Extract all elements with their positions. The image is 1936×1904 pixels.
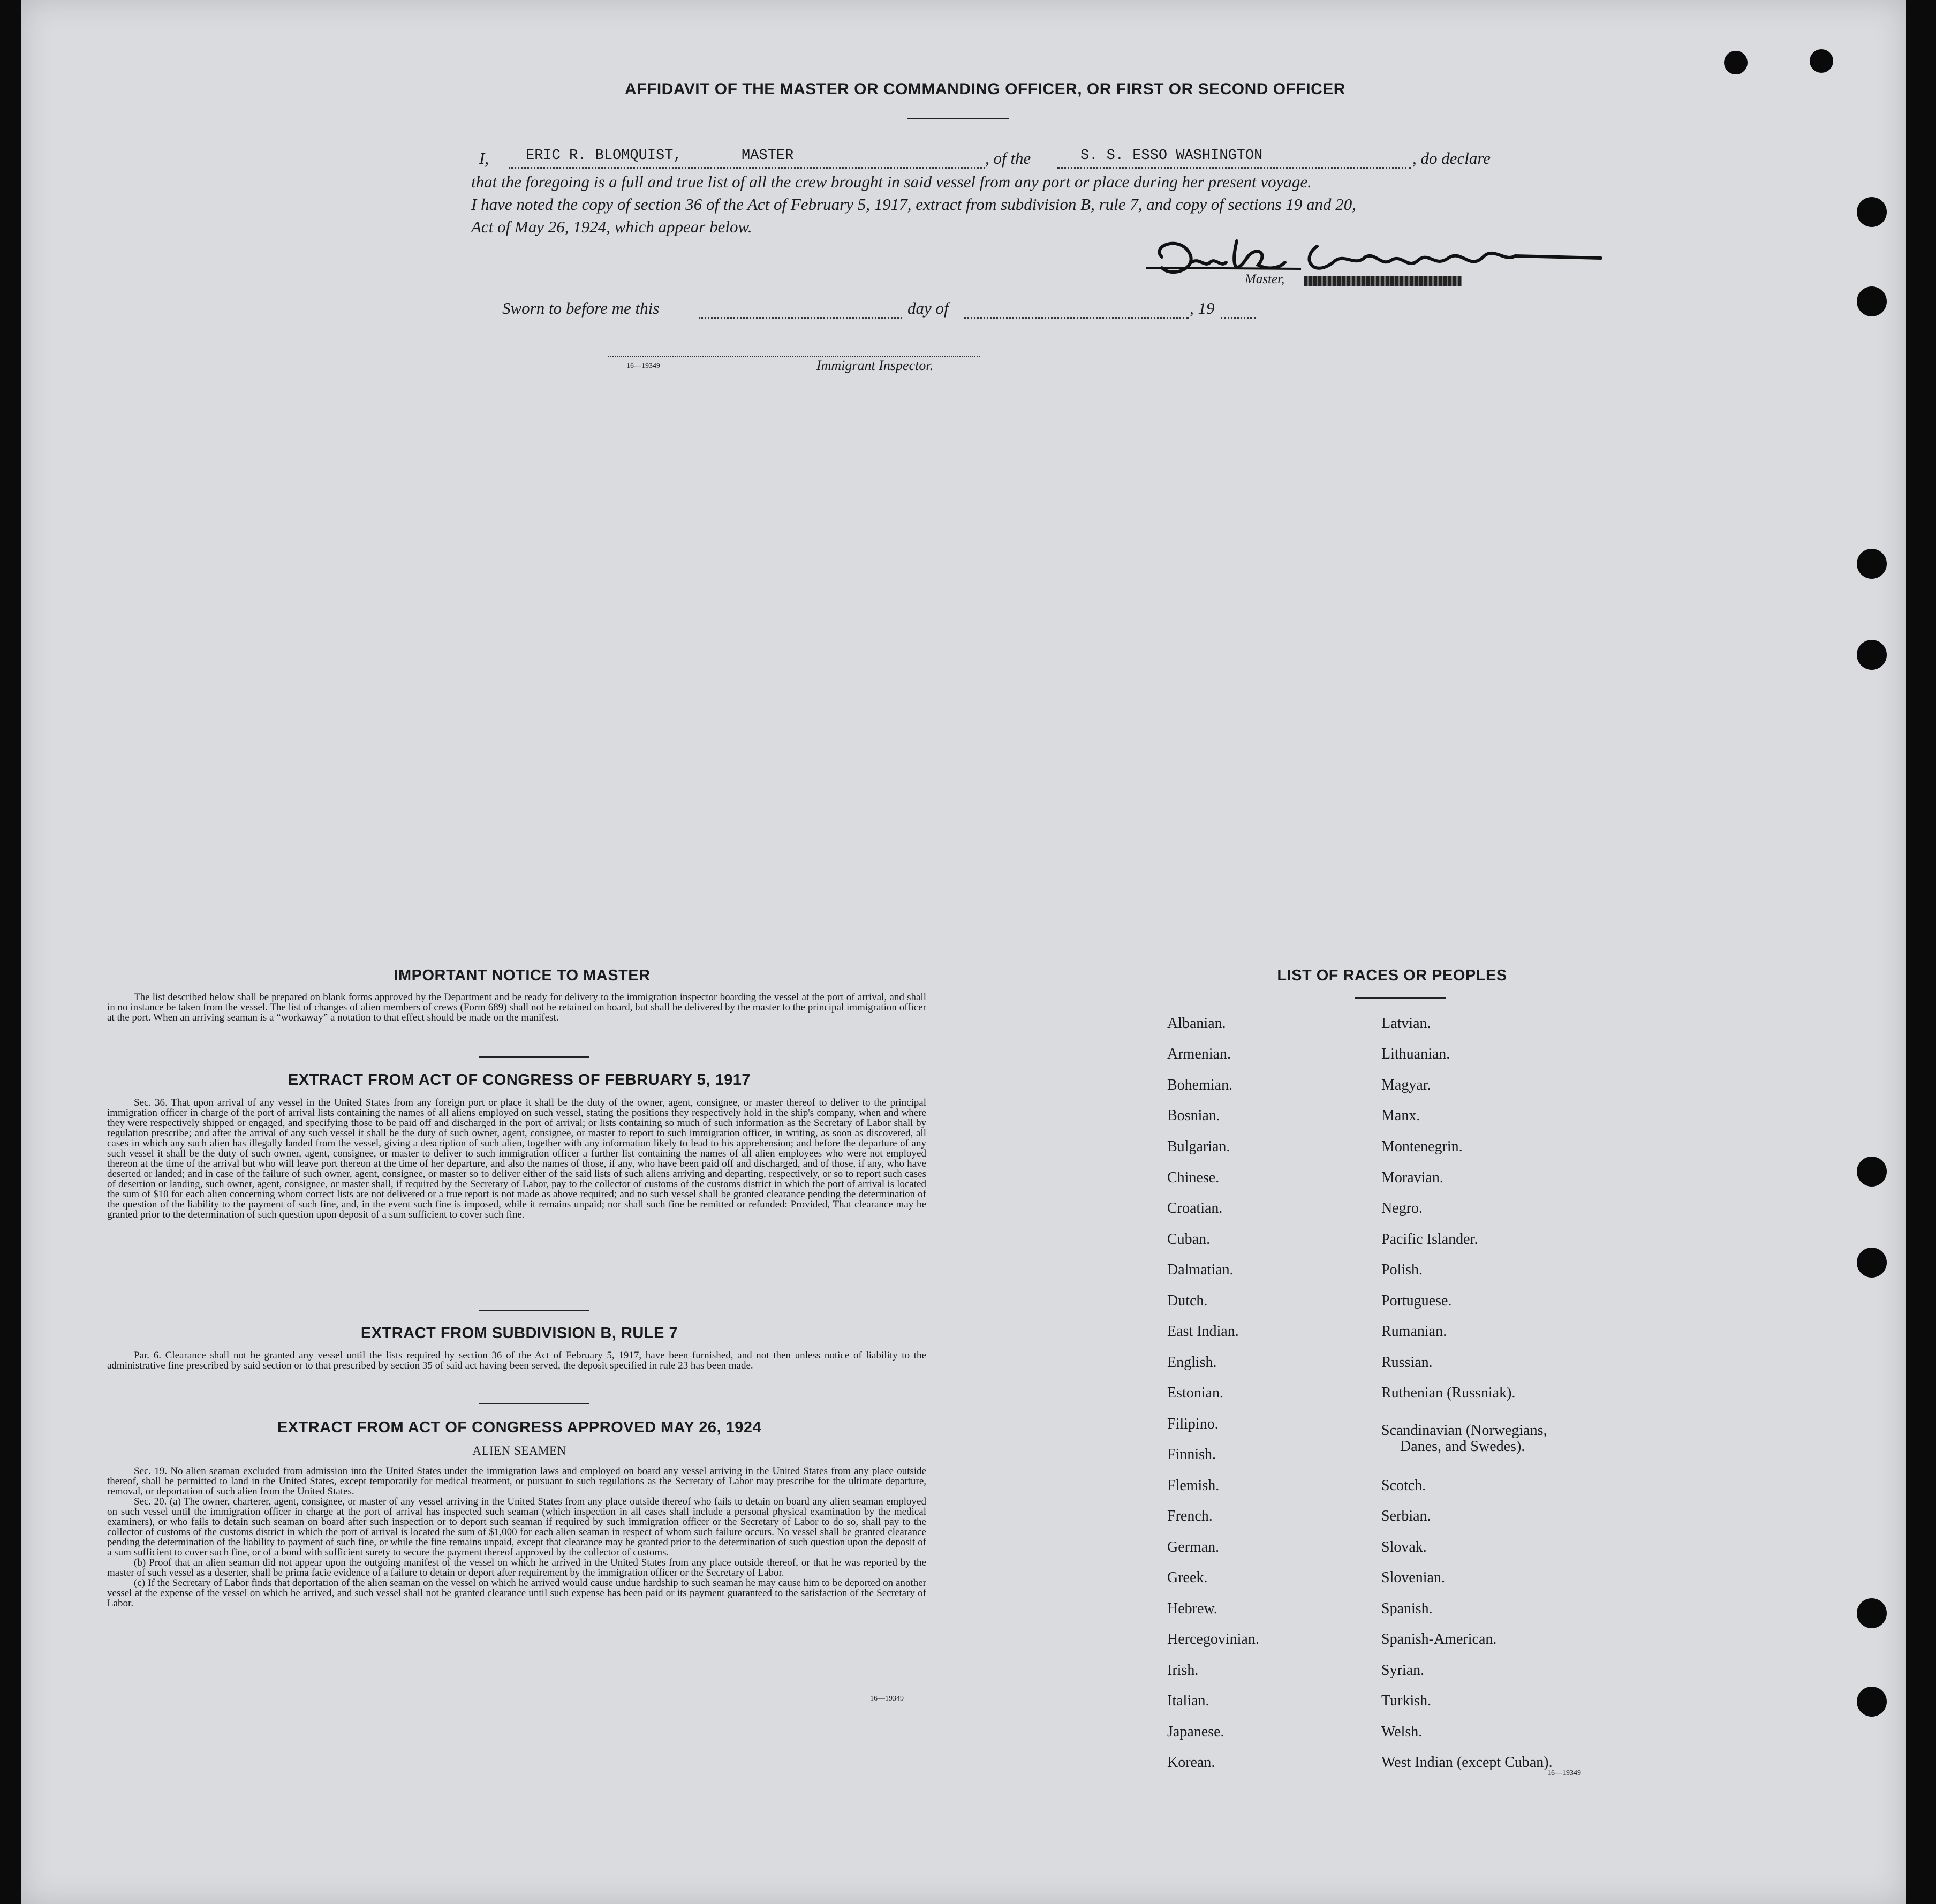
sworn-month-line (964, 317, 1189, 319)
notice-title: IMPORTANT NOTICE TO MASTER (394, 967, 651, 984)
master-name-value: ERIC R. BLOMQUIST, (526, 148, 682, 164)
punch-hole (1857, 1157, 1887, 1187)
vessel-name-value: S. S. ESSO WASHINGTON (1080, 148, 1263, 164)
race-item: Dutch. (1167, 1293, 1208, 1309)
race-item: Dalmatian. (1167, 1261, 1234, 1278)
punch-hole (1857, 549, 1887, 579)
race-item: Moravian. (1381, 1169, 1443, 1186)
races-divider (1355, 997, 1446, 999)
race-item: Rumanian. (1381, 1323, 1447, 1340)
race-item: Slovak. (1381, 1539, 1427, 1555)
do-declare-label: , do declare (1412, 149, 1491, 168)
race-item: Magyar. (1381, 1077, 1431, 1093)
form-number: 16—19349 (626, 362, 660, 370)
race-item: Bulgarian. (1167, 1138, 1230, 1155)
race-item: Cuban. (1167, 1231, 1211, 1248)
race-item: Serbian. (1381, 1508, 1431, 1524)
punch-hole (1810, 49, 1833, 73)
race-item: Hebrew. (1167, 1600, 1217, 1617)
punch-hole (1857, 1598, 1887, 1628)
race-item: East Indian. (1167, 1323, 1239, 1340)
race-item: Manx. (1381, 1107, 1420, 1124)
race-item: Chinese. (1167, 1169, 1220, 1186)
race-item: Spanish-American. (1381, 1631, 1497, 1648)
punch-hole (1724, 51, 1748, 74)
race-item: Flemish. (1167, 1477, 1220, 1494)
race-item: West Indian (except Cuban). (1381, 1754, 1553, 1771)
notice-form-number: 16—19349 (870, 1695, 904, 1703)
race-item: Russian. (1381, 1354, 1433, 1371)
punch-hole (1857, 286, 1887, 316)
vessel-field-line (1057, 167, 1411, 169)
race-item: Hercegovinian. (1167, 1631, 1259, 1648)
inspector-label: Immigrant Inspector. (816, 358, 934, 373)
year-label: , 19 (1190, 299, 1215, 318)
affidavit-title: AFFIDAVIT OF THE MASTER OR COMMANDING OFFICER, OR FIRST OR SECOND OFFICER (625, 80, 1345, 98)
name-field-line (509, 167, 985, 169)
race-item: Welsh. (1381, 1724, 1423, 1740)
sworn-day-line (699, 317, 902, 319)
divider (479, 1056, 589, 1058)
form-page (21, 0, 1906, 1904)
race-item: Danes, and Swedes). (1400, 1438, 1525, 1455)
race-item: Estonian. (1167, 1385, 1223, 1401)
race-item: Latvian. (1381, 1015, 1431, 1032)
punch-hole (1857, 197, 1887, 227)
extract-1917-body: Sec. 36. That upon arrival of any vessel in the United States from any foreign port or place it shall be the duty of the owner, agent, consignee, or master thereof to deliver to the principal immigration officer in charge of the port of arrival lists containing the names of all aliens employed on such vessel, stating the positions they respectively hold in the ship's company, when and where they were respectively shipped or engaged, and specifying those to be paid off and discharged in the port of arrival; or lists containing so much of such information as the Secretary of Labor shall by regulation prescribe; and after the arrival of any such vessel it shall be the duty of such owner, agent, consignee, or master to report to such immigration officer, in writing, as soon as discovered, all cases in which any such alien has illegally landed from the vessel, giving a description of such alien, together with any information likely to lead to his apprehension; and before the departure of any such vessel it shall be the duty of such owner, agent, consignee, or master to deliver to such immigration officer a further list containing the names of all alien employees who were not employed thereon at the time of the arrival but who will leave port thereon at the time of her departure, and also the names of those, if any, who have been paid off and discharged, and of those, if any, who have deserted or landed; and in case of the failure of such owner, agent, consignee, or master so to deliver either of the said lists of such aliens arriving and departing, respectively, or so to report such cases of desertion or landing, such owner, agent, consignee, or master shall, if required by the Secretary of Labor, pay to the collector of customs of the customs district in which the port of arrival is located the sum of $10 for each alien concerning whom correct lists are not delivered or a true report is not made as above required; and no such vessel shall be granted clearance pending the determination of the question of the liability to the payment of such fine, and, in the event such fine is imposed, while it remains unpaid; nor shall such fine be remitted or refunded: Provided, That clearance may be granted prior to the determination of such question upon deposit of a sum sufficient to cover such fine. (107, 1097, 926, 1220)
race-item: Scotch. (1381, 1477, 1426, 1494)
day-of-label: day of (908, 299, 949, 318)
race-item: Spanish. (1381, 1600, 1433, 1617)
race-item: Greek. (1167, 1569, 1208, 1586)
races-form-number: 16—19349 (1547, 1769, 1581, 1777)
race-item: Turkish. (1381, 1693, 1432, 1709)
race-item: Pacific Islander. (1381, 1231, 1478, 1248)
extract-1917-title: EXTRACT FROM ACT OF CONGRESS OF FEBRUARY 5, 1917 (288, 1071, 751, 1089)
divider (479, 1310, 589, 1311)
race-item: Slovenian. (1381, 1569, 1445, 1586)
sworn-year-line (1221, 317, 1256, 319)
sworn-label: Sworn to before me this (502, 299, 660, 318)
race-item: Korean. (1167, 1754, 1215, 1771)
notice-body: The list described below shall be prepared on blank forms approved by the Department and be ready for delivery to the immigration inspector boarding the vessel at the port of arrival, and shall in no instance be taken from the vessel. The list of changes of alien members of crews (Form 689) shall not be retained on board, but shall be delivered by the master to the principal immigration officer at the port. When an arriving seaman is a “workaway” a notation to that effect should be made on the manifest. (107, 992, 926, 1023)
extract-1924-body: Sec. 19. No alien seaman excluded from admission into the United States under the immigration laws and employed on board any vessel arriving in the United States from any place outside thereof, shall be permitted to land in the United States, except temporarily for medical treatment, or pursuant to such regulations as the Secretary of Labor may prescribe for the ultimate departure, removal, or deportation of such alien from the United States. Sec. 20. (a) The owner, charterer, agent, consignee, or master of any vessel arriving in the United States from any place outside thereof who fails to detain on board any alien seaman employed on such vessel until the immigration officer in charge at the port of arrival has inspected such seaman (which inspection in all cases shall include a personal physical examination by the medical examiners), or who fails to detain such seaman on board after such inspection or to deport such seaman if required by such immigration officer or the Secretary of Labor to do so, shall pay to the collector of customs of the customs district in which the port of arrival is located the sum of $1,000 for each alien seaman in respect of whom such failure occurs. No vessel shall be granted clearance pending the determination of the liability to payment of such fine, or while the fine remains unpaid, except that clearance may be granted prior to the determination of such question upon the deposit of a sum sufficient to cover such fine, or of a bond with sufficient surety to secure the payment thereof approved by the collector of customs. (b) Proof that an alien seaman did not appear upon the outgoing manifest of the vessel on which he arrived in the United States from any place outside thereof, or that he was reported by the master of such vessel as a deserter, shall be prima facie evidence of a failure to detain or deport after requirement by the immigration officer or the Secretary of Labor. (c) If the Secretary of Labor finds that deportation of the alien seaman on the vessel on which he arrived would cause undue hardship to such seaman he may cause him to be deported on another vessel at the expense of the vessel on which he arrived, and such vessel shall not be granted clearance until such expense has been paid or its payment guaranteed to the satisfaction of the Secretary of Labor. (107, 1465, 926, 1609)
race-item: Filipino. (1167, 1416, 1219, 1432)
divider (479, 1403, 589, 1404)
race-item: Armenian. (1167, 1046, 1231, 1062)
race-item: Albanian. (1167, 1015, 1226, 1032)
race-item: Bohemian. (1167, 1077, 1233, 1093)
affidavit-line-2: that the foregoing is a full and true list of all the crew brought in said vessel from any port or place during her present voyage. (471, 172, 1312, 191)
punch-hole (1857, 1687, 1887, 1717)
punch-hole (1857, 640, 1887, 670)
race-item: Syrian. (1381, 1662, 1425, 1679)
rank-value: MASTER (742, 148, 794, 164)
inspector-signature-line (608, 356, 980, 357)
race-item: Scandinavian (Norwegians, (1381, 1422, 1547, 1439)
race-item: Montenegrin. (1381, 1138, 1463, 1155)
punch-hole (1857, 1248, 1887, 1278)
race-item: Croatian. (1167, 1200, 1223, 1217)
extract-rule7-title: EXTRACT FROM SUBDIVISION B, RULE 7 (360, 1325, 678, 1342)
race-item: Ruthenian (Russniak). (1381, 1385, 1516, 1401)
master-label: Master, (1245, 272, 1285, 286)
extract-rule7-body: Par. 6. Clearance shall not be granted any vessel until the lists required by section 36 of the Act of February 5, 1917, have been furnished, and not then unless notice of liability to the administrative fine prescribed by said section or to that prescribed by section 35 of said act having been served, the deposit specified in rule 23 has been made. (107, 1350, 926, 1371)
extract-1924-title: EXTRACT FROM ACT OF CONGRESS APPROVED MAY 26, 1924 (277, 1419, 762, 1436)
race-item: German. (1167, 1539, 1220, 1555)
race-item: Portuguese. (1381, 1293, 1452, 1309)
race-item: French. (1167, 1508, 1213, 1524)
affidavit-line-1: I, (479, 149, 489, 168)
race-item: Finnish. (1167, 1446, 1216, 1463)
race-item: English. (1167, 1354, 1217, 1371)
struck-out-title (1304, 276, 1462, 286)
race-item: Irish. (1167, 1662, 1199, 1679)
races-title: LIST OF RACES OR PEOPLES (1277, 967, 1507, 984)
race-item: Polish. (1381, 1261, 1423, 1278)
race-item: Lithuanian. (1381, 1046, 1450, 1062)
race-item: Bosnian. (1167, 1107, 1220, 1124)
affidavit-line-4: Act of May 26, 1924, which appear below. (471, 217, 752, 236)
race-item: Japanese. (1167, 1724, 1224, 1740)
master-signature (1140, 225, 1622, 300)
alien-seamen-subtitle: ALIEN SEAMEN (472, 1444, 566, 1457)
race-item: Italian. (1167, 1693, 1209, 1709)
race-item: Negro. (1381, 1200, 1423, 1217)
affidavit-line-3: I have noted the copy of section 36 of the Act of February 5, 1917, extract from subdivision B, rule 7, and copy of sections 19 and 20, (471, 195, 1357, 214)
title-underline (908, 118, 1009, 119)
of-the-label: , of the (985, 149, 1031, 168)
